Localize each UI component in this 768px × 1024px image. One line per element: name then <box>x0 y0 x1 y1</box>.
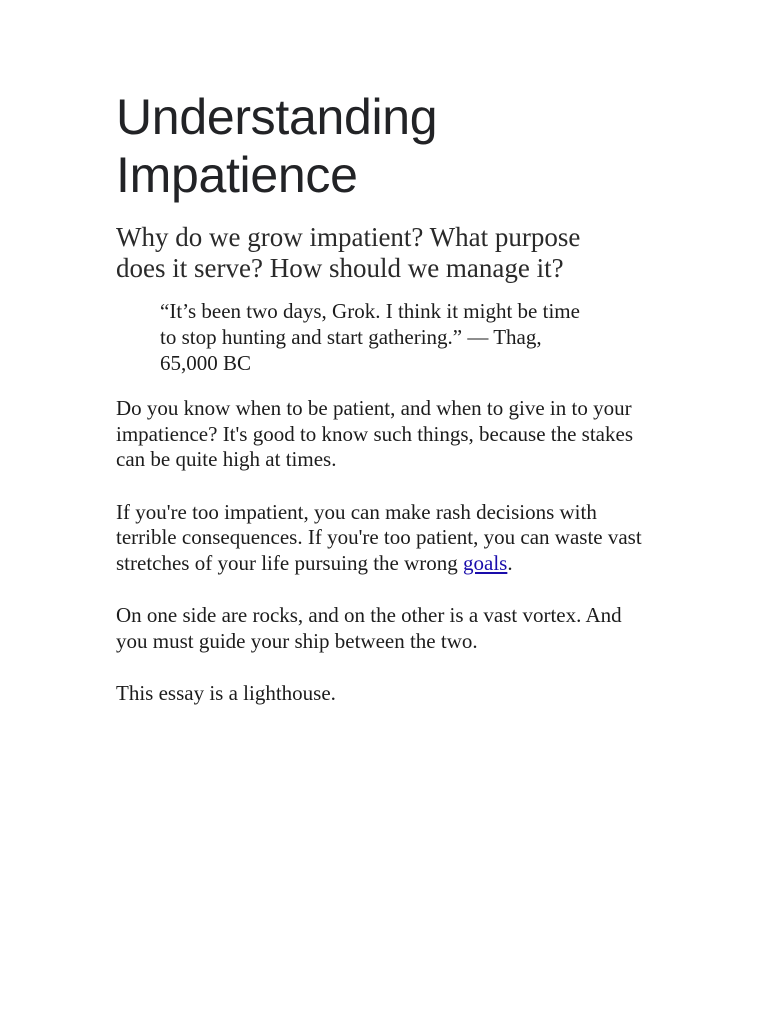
article <box>116 88 656 734</box>
article-title: Understanding Impatience <box>116 89 438 203</box>
paragraph-2 <box>116 500 656 577</box>
paragraph-2-end: . <box>507 550 513 575</box>
epigraph-quote: “It’s been two days, Grok. I think it might be time to stop hunting and start gathering.” — Thag, 65,000 BC <box>160 299 580 375</box>
goals-link[interactable]: goals <box>463 550 508 575</box>
paragraph-3: On one side are rocks, and on the other is a vast vortex. And you must guide your ship between the two. <box>116 603 622 653</box>
paragraph-4: This essay is a lighthouse. <box>116 681 336 705</box>
article-subtitle: Why do we grow impatient? What purpose does it serve? How should we manage it? <box>116 222 581 283</box>
paragraph-2-text: If you're too impatient, you can make rash decisions with terrible consequences. If you're too patient, you can waste vast stretches of your life pursuing the wrong <box>116 499 642 575</box>
paragraph-1: Do you know when to be patient, and when to give in to your impatience? It's good to know such things, because the stakes can be quite high at times. <box>116 396 633 471</box>
